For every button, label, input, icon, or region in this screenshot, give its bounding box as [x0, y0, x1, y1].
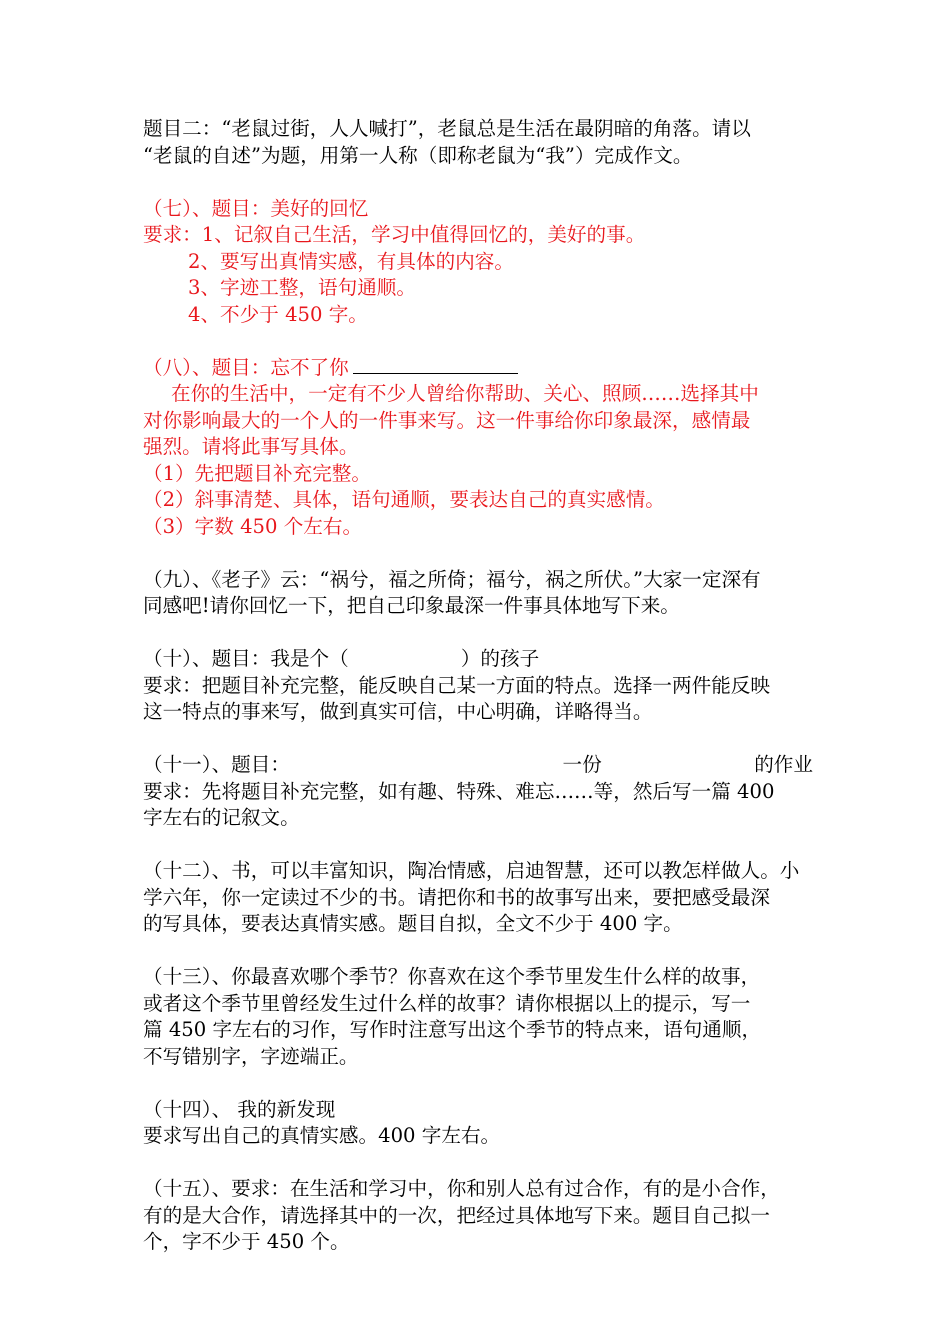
topic11-title-row [143, 752, 813, 779]
topic12-line1: （十二）、书，可以丰富知识，陶冶情感，启迪智慧，还可以教怎样做人。小 [143, 859, 800, 882]
topic13-line1: （十三）、你最喜欢哪个季节？你喜欢在这个季节里发生什么样的故事， [143, 965, 761, 988]
topic11-line1: 要求：先将题目补充完整，如有趣、特殊、难忘……等，然后写一篇 400 [143, 779, 775, 803]
topic7-title: （七）、题目：美好的回忆 [143, 196, 369, 220]
topic12-line2: 学六年，你一定读过不少的书。请把你和书的故事写出来，要把感受最深 [143, 885, 770, 909]
topic8-req3: （3）字数 450 个左右。 [143, 514, 363, 538]
topic10-title: （十）、题目：我是个（ ）的孩子 [143, 647, 540, 670]
document-page [143, 116, 813, 1256]
topic15-line3: 个，字不少于 450 个。 [143, 1230, 350, 1253]
topic15-line1: （十五）、要求：在生活和学习中，你和别人总有过合作，有的是小合作， [143, 1177, 780, 1200]
topic7-req2: 2、要写出真情实感，有具体的内容。 [188, 249, 514, 273]
topic9-line2: 同感吧!请你回忆一下，把自己印象最深一件事具体地写下来。 [143, 594, 680, 617]
topic10-line1: 要求：把题目补充完整，能反映自己某一方面的特点。选择一两件能反映 [143, 673, 770, 697]
topic8-line1: 在你的生活中，一定有不少人曾给你帮助、关心、照顾……选择其中 [171, 382, 759, 405]
topic8-req2: （2）斜事清楚、具体，语句通顺，要表达自己的真实感情。 [143, 488, 665, 511]
topic10-line2: 这一特点的事来写，做到真实可信，中心明确，详略得当。 [143, 700, 653, 723]
topic2-line2: “老鼠的自述”为题，用第一人称（即称老鼠为“我”）完成作文。 [143, 143, 693, 167]
topic13-line3: 篇 450 字左右的习作，写作时注意写出这个季节的特点来，语句通顺， [143, 1018, 762, 1041]
topic12-line3: 的写具体，要表达真情实感。题目自拟，全文不少于 400 字。 [143, 912, 683, 935]
topic2-line1: 题目二：“老鼠过街，人人喊打”，老鼠总是生活在最阴暗的角落。请以 [143, 117, 751, 140]
topic13-line2: 或者这个季节里曾经发生过什么样的故事？请你根据以上的提示，写一 [143, 991, 751, 1015]
topic11-title-b: 一份 [562, 753, 602, 776]
topic7-req3: 3、字迹工整，语句通顺。 [188, 276, 416, 299]
topic8-req1: （1）先把题目补充完整。 [143, 461, 371, 485]
topic8-line2: 对你影响最大的一个人的一件事来写。这一件事给你印象最深，感情最 [143, 408, 751, 432]
topic7-req4: 4、不少于 450 字。 [188, 302, 368, 326]
topic11-line2: 字左右的记叙文。 [143, 806, 300, 829]
topic8-title-row [143, 355, 813, 382]
topic13-line4: 不写错别字，字迹端正。 [143, 1044, 359, 1068]
topic11-title-a: （十一）、题目： [143, 753, 290, 776]
topic8-blank-underline [353, 355, 518, 374]
topic14-title: （十四）、 我的新发现 [143, 1097, 336, 1121]
topic9-line1: （九）、《老子》云：“祸兮，福之所倚；福兮，祸之所伏。”大家一定深有 [143, 567, 761, 591]
topic7-req1: 要求：1、记叙自己生活，学习中值得回忆的，美好的事。 [143, 223, 646, 246]
topic8-title: （八）、题目：忘不了你 [143, 355, 349, 379]
topic8-line3: 强烈。请将此事写具体。 [143, 435, 359, 458]
topic14-line1: 要求写出自己的真情实感。400 字左右。 [143, 1124, 501, 1147]
topic11-title-c: 的作业 [754, 753, 813, 776]
topic15-line2: 有的是大合作，请选择其中的一次，把经过具体地写下来。题目自己拟一 [143, 1203, 770, 1227]
